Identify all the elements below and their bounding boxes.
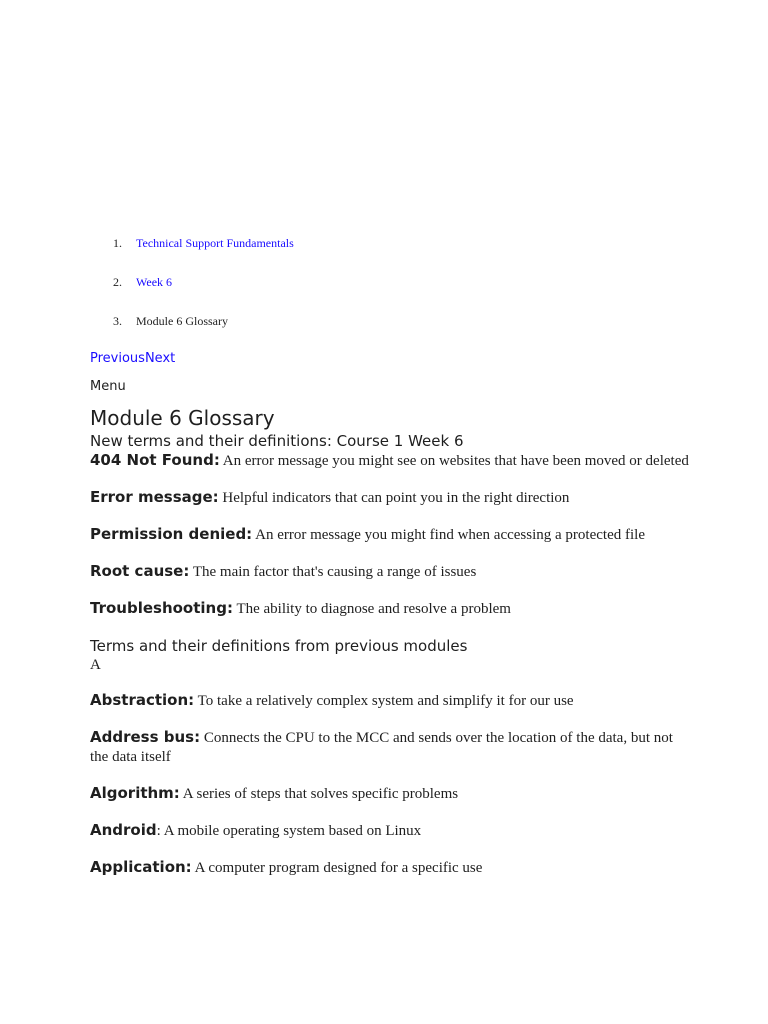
glossary-definition: A computer program designed for a specific use bbox=[191, 860, 483, 876]
glossary-term: Application: bbox=[90, 858, 192, 876]
glossary-definition: An error message you might find when accessing a protected file bbox=[252, 527, 645, 543]
glossary-entry bbox=[90, 488, 690, 508]
glossary-definition: To take a relatively complex system and simplify it for our use bbox=[194, 693, 574, 709]
glossary-entry bbox=[90, 821, 690, 841]
glossary-term: Permission denied: bbox=[90, 525, 253, 543]
glossary-term: Address bus: bbox=[90, 728, 201, 746]
section-title-previous-terms: Terms and their definitions from previous modules bbox=[90, 637, 468, 655]
glossary-entry bbox=[90, 691, 690, 711]
glossary-entry bbox=[90, 784, 690, 804]
glossary-entry bbox=[90, 599, 690, 619]
breadcrumb-link-course[interactable]: Technical Support Fundamentals bbox=[136, 236, 294, 250]
glossary-definition: The ability to diagnose and resolve a problem bbox=[232, 601, 511, 617]
glossary-term: Troubleshooting: bbox=[90, 599, 233, 617]
glossary-entry bbox=[90, 562, 690, 582]
next-link[interactable]: Next bbox=[144, 351, 176, 366]
glossary-definition: Connects the CPU to the MCC and sends over the location of the data, but not the data itself bbox=[90, 730, 673, 765]
glossary-definition: An error message you might see on websites that have been moved or deleted bbox=[219, 453, 689, 469]
glossary-term: Abstraction: bbox=[90, 691, 195, 709]
breadcrumb bbox=[113, 236, 294, 353]
breadcrumb-item[interactable] bbox=[113, 275, 294, 314]
glossary-definition: Helpful indicators that can point you in the right direction bbox=[218, 490, 570, 506]
page-title: Module 6 Glossary bbox=[90, 406, 275, 430]
glossary-entry bbox=[90, 525, 690, 545]
breadcrumb-number: 2. bbox=[113, 275, 122, 289]
glossary-content bbox=[90, 405, 690, 895]
glossary-entry bbox=[90, 451, 690, 471]
breadcrumb-link-week[interactable]: Week 6 bbox=[136, 275, 173, 289]
glossary-entry bbox=[90, 858, 690, 878]
glossary-definition: A series of steps that solves specific problems bbox=[179, 786, 459, 802]
pagination-links bbox=[90, 351, 175, 366]
previous-link[interactable]: Previous bbox=[90, 351, 145, 366]
glossary-term: 404 Not Found: bbox=[90, 451, 220, 469]
section-title-new-terms: New terms and their definitions: Course 1 Week 6 bbox=[90, 432, 464, 450]
breadcrumb-item[interactable] bbox=[113, 236, 294, 275]
glossary-definition: : A mobile operating system based on Linux bbox=[156, 823, 422, 839]
breadcrumb-number: 3. bbox=[113, 314, 122, 328]
glossary-term: Android bbox=[90, 821, 157, 839]
breadcrumb-current: Module 6 Glossary bbox=[136, 314, 228, 328]
breadcrumb-item bbox=[113, 314, 294, 353]
breadcrumb-number: 1. bbox=[113, 236, 122, 250]
menu-button[interactable]: Menu bbox=[90, 379, 126, 394]
alphabet-letter: A bbox=[90, 657, 101, 673]
glossary-term: Error message: bbox=[90, 488, 219, 506]
glossary-definition: The main factor that's causing a range of issues bbox=[189, 564, 477, 580]
glossary-entry bbox=[90, 728, 690, 767]
glossary-term: Root cause: bbox=[90, 562, 190, 580]
glossary-term: Algorithm: bbox=[90, 784, 180, 802]
